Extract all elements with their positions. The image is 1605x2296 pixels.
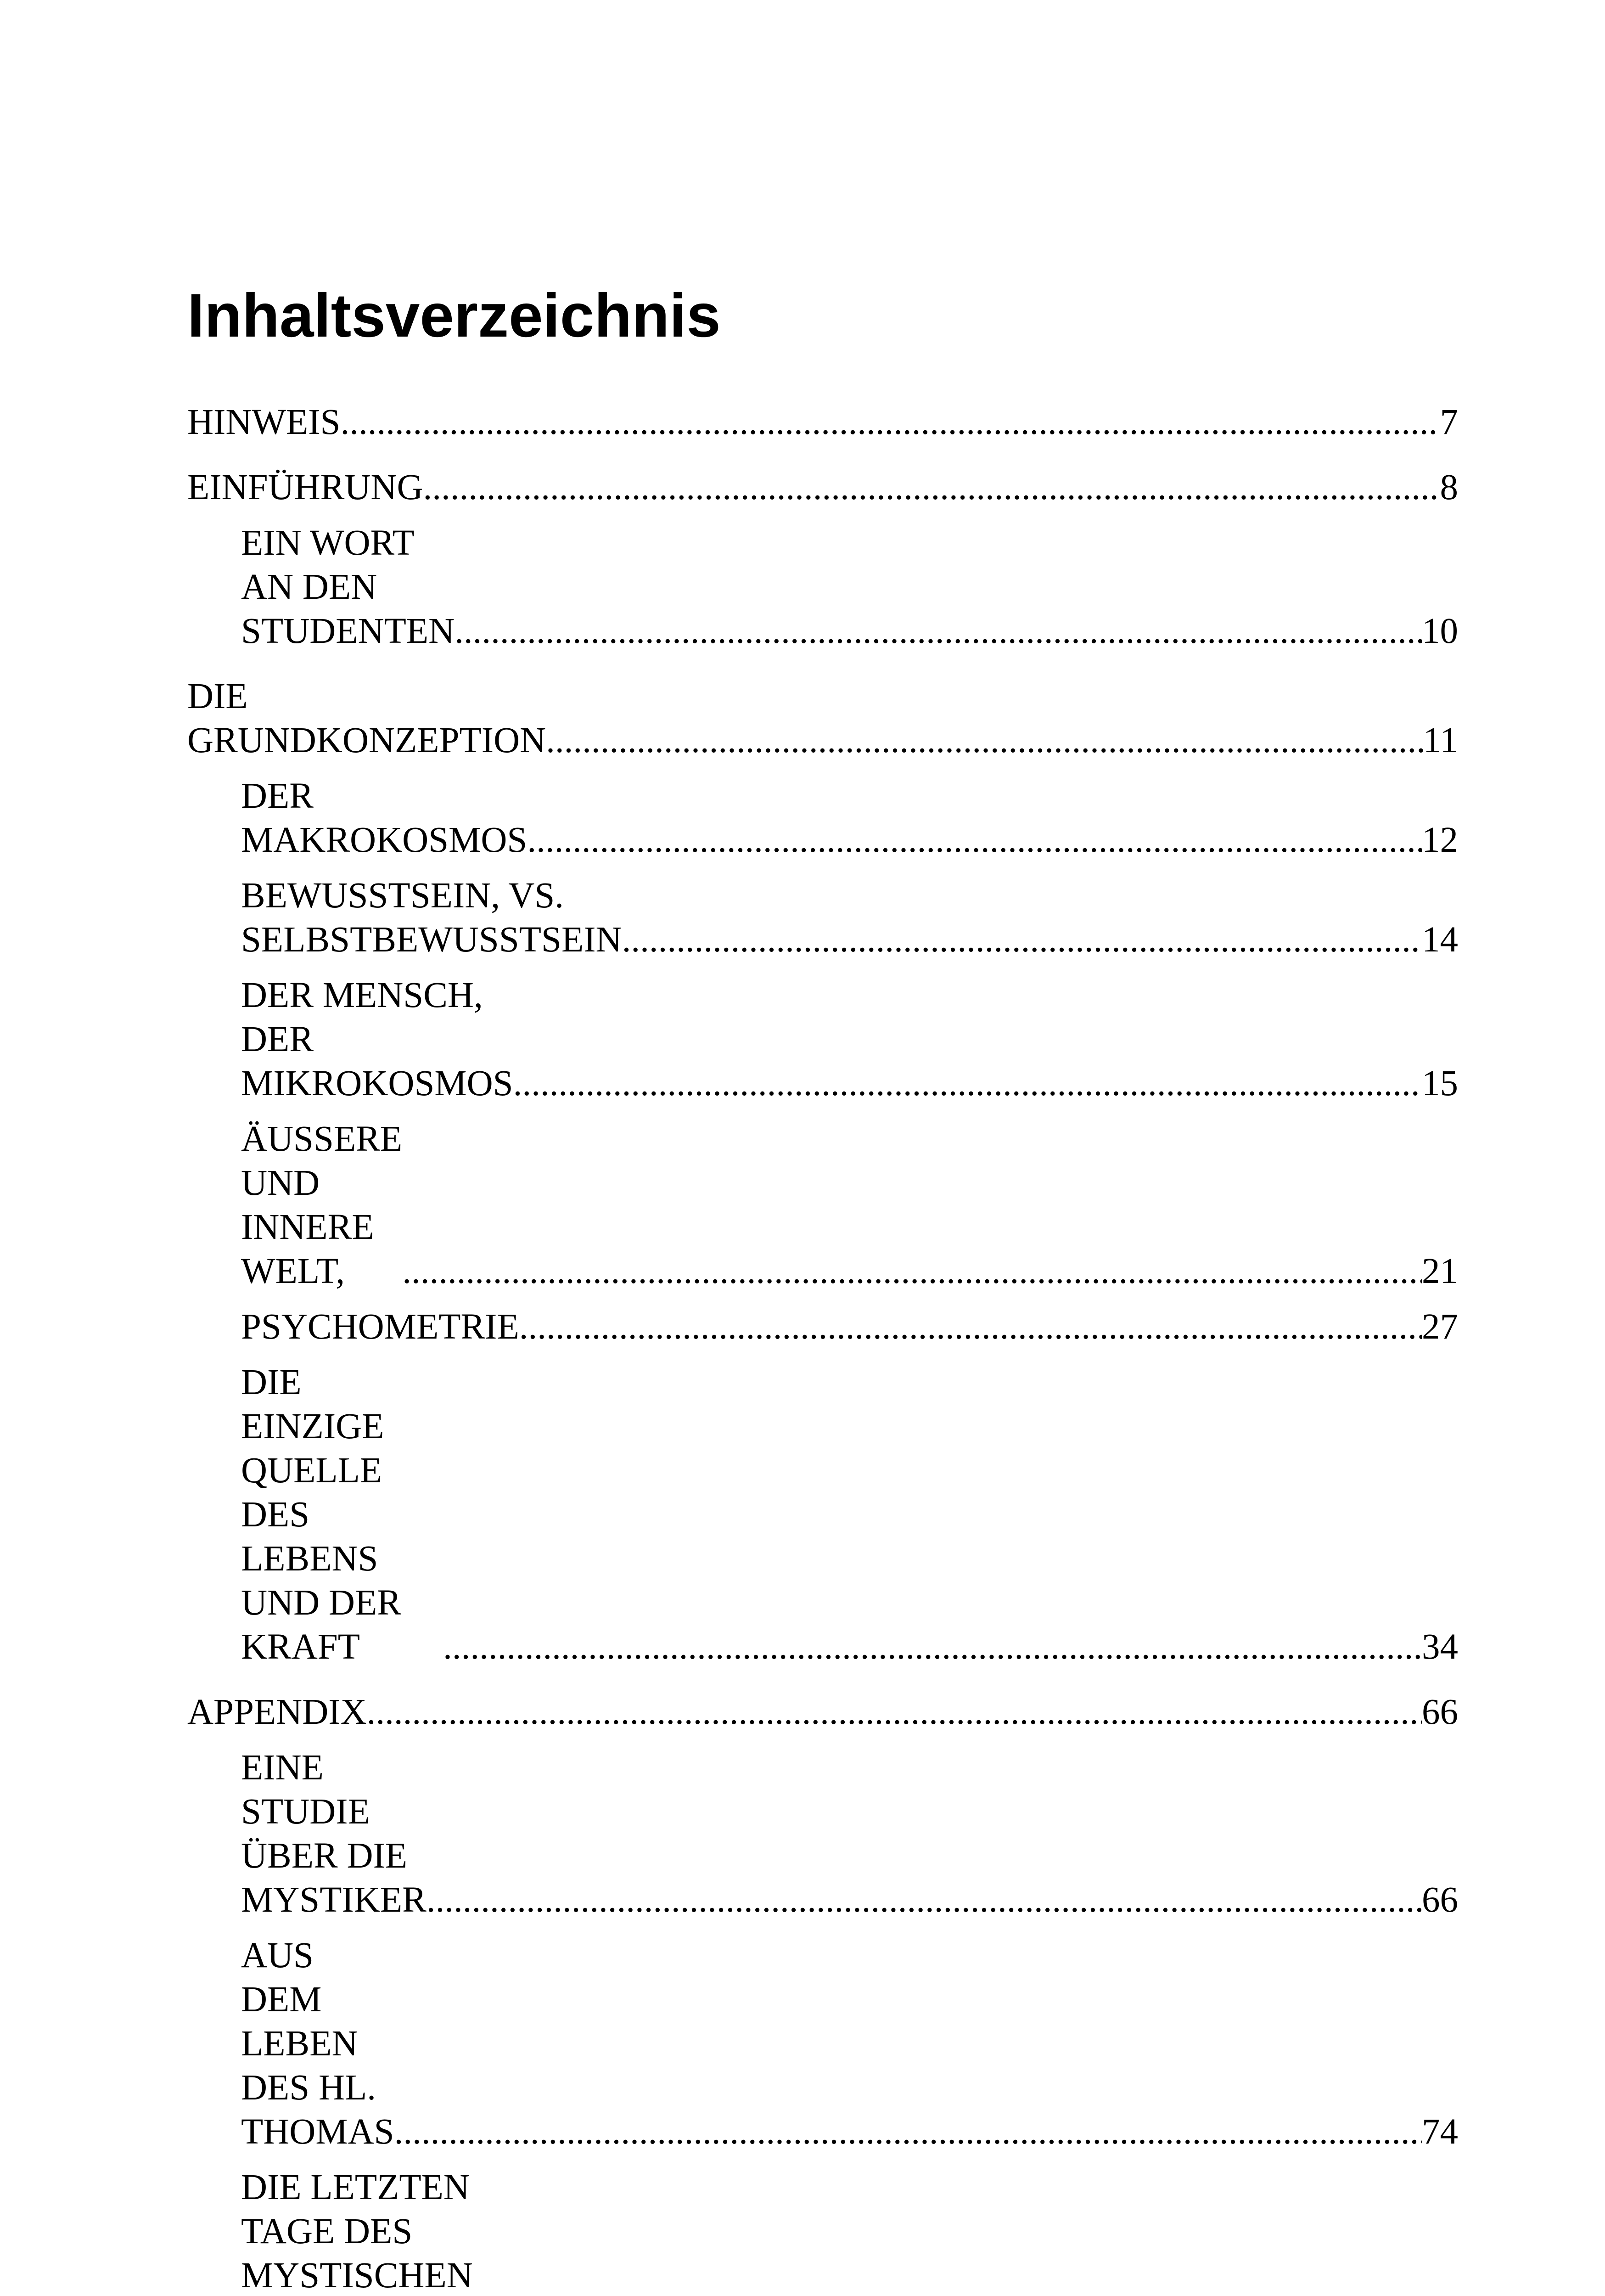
toc-page-number: 74 [1422, 2112, 1458, 2152]
page-title: Inhaltsverzeichnis [187, 281, 721, 350]
dot-leader [423, 466, 1440, 510]
toc-section [187, 400, 1458, 445]
toc-entry-title: EINFÜHRUNG [187, 467, 423, 507]
toc-page-number: 7 [1440, 402, 1458, 442]
dot-leader [402, 1249, 1422, 1294]
toc-page-number: 12 [1422, 820, 1458, 860]
table-of-contents [187, 400, 1458, 2296]
toc-heading[interactable] [187, 675, 1458, 763]
toc-page-number: 10 [1422, 611, 1458, 651]
toc-entry-title: DIE LETZTEN TAGE DES MYSTISCHEN [241, 2167, 473, 2296]
toc-entry-title: HINWEIS [187, 402, 341, 442]
toc-heading[interactable] [187, 466, 1458, 510]
dot-leader [443, 1625, 1422, 1669]
toc-page-number: 21 [1422, 1251, 1458, 1291]
toc-page-number: 34 [1422, 1627, 1458, 1667]
dot-leader [519, 1305, 1422, 1349]
toc-entry-title: AUS DEM LEBEN DES HL. THOMAS [241, 1936, 394, 2152]
toc-subentry[interactable] [187, 874, 1458, 962]
dot-leader [622, 918, 1422, 962]
toc-section [187, 675, 1458, 1669]
toc-subentry[interactable] [187, 521, 1458, 653]
toc-heading[interactable] [187, 1690, 1458, 1734]
dot-leader [367, 1690, 1422, 1734]
toc-entry-title: DIE GRUNDKONZEPTION [187, 676, 546, 760]
dot-leader [527, 818, 1422, 862]
dot-leader [455, 609, 1422, 653]
dot-leader [546, 719, 1423, 763]
toc-entry-title: ÄUSSERE UND INNERE WELT, [241, 1119, 403, 1291]
toc-subentry[interactable] [187, 774, 1458, 862]
toc-page-number: 11 [1423, 720, 1458, 760]
dot-leader [340, 400, 1440, 445]
toc-entry-title: APPENDIX [187, 1692, 367, 1732]
toc-subentry[interactable] [187, 1305, 1458, 1349]
toc-page-number: 66 [1422, 1692, 1458, 1732]
toc-entry-title: EINE STUDIE ÜBER DIE MYSTIKER [241, 1748, 427, 1920]
toc-subentry[interactable] [187, 2166, 1458, 2296]
toc-entry-title: PSYCHOMETRIE [241, 1307, 519, 1347]
toc-page-number: 15 [1422, 1064, 1458, 1103]
toc-section [187, 1690, 1458, 2296]
dot-leader [427, 1878, 1422, 1922]
toc-page-number: 66 [1422, 1880, 1458, 1920]
toc-entry-title: EIN WORT AN DEN STUDENTEN [241, 523, 455, 651]
toc-heading[interactable] [187, 400, 1458, 445]
dot-leader [513, 1062, 1422, 1106]
toc-subentry[interactable] [187, 974, 1458, 1106]
toc-page-number: 14 [1422, 920, 1458, 960]
dot-leader [394, 2110, 1422, 2154]
toc-entry-title: DER MAKROKOSMOS [241, 776, 528, 860]
toc-page-number: 27 [1422, 1307, 1458, 1347]
toc-entry-title: BEWUSSTSEIN, VS. SELBSTBEWUSSTSEIN [241, 876, 622, 960]
toc-subentry[interactable] [187, 1117, 1458, 1294]
toc-subentry[interactable] [187, 1361, 1458, 1669]
toc-subentry[interactable] [187, 1746, 1458, 1922]
toc-subentry[interactable] [187, 1934, 1458, 2154]
toc-entry-title: DIE EINZIGE QUELLE DES LEBENS UND DER KRAFT [241, 1362, 401, 1667]
toc-page-number: 8 [1440, 467, 1458, 507]
toc-section [187, 466, 1458, 653]
toc-entry-title: DER MENSCH, DER MIKROKOSMOS [241, 975, 513, 1103]
